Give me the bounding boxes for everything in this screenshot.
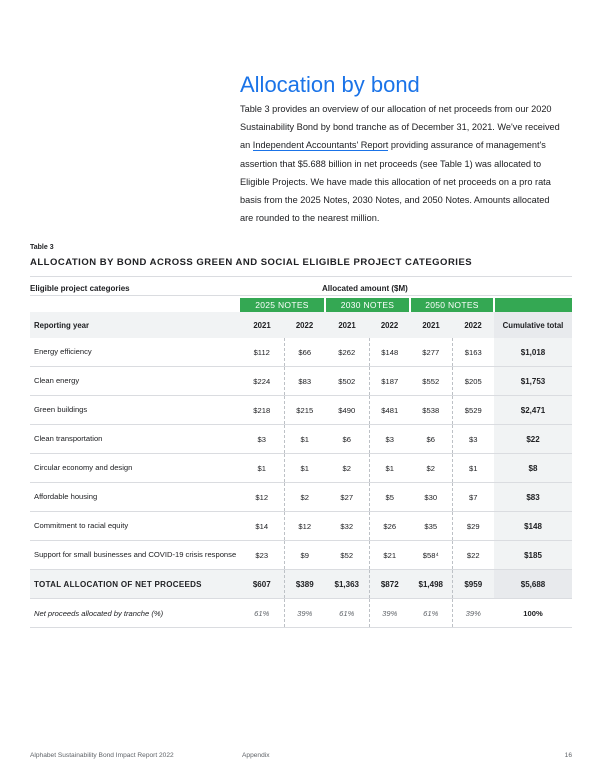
amount-cell: $30 — [410, 483, 452, 512]
amount-cell: $2 — [410, 454, 452, 483]
amount-cell: $21 — [369, 541, 410, 570]
amount-cell: $277 — [410, 338, 452, 367]
table-row — [30, 541, 572, 570]
page-title: Allocation by bond — [240, 72, 420, 97]
category-label: Clean transportation — [30, 425, 240, 454]
allocation-table — [30, 298, 572, 628]
total-cell: $872 — [369, 570, 410, 599]
amount-cell: $6 — [410, 425, 452, 454]
amount-cell: $481 — [369, 396, 410, 425]
total-cell: $1,363 — [325, 570, 369, 599]
table-row — [30, 483, 572, 512]
notes-header-row — [30, 298, 572, 312]
percentage-cell: 61% — [325, 599, 369, 628]
amount-cell: $205 — [452, 367, 494, 396]
cumulative-total-header: Cumulative total — [494, 312, 572, 338]
percentage-row-label: Net proceeds allocated by tranche (%) — [30, 599, 240, 628]
cumulative-cell: $22 — [494, 425, 572, 454]
total-row-label: TOTAL ALLOCATION OF NET PROCEEDS — [30, 570, 240, 599]
amount-cell: $35 — [410, 512, 452, 541]
amount-cell: $26 — [369, 512, 410, 541]
amount-cell: $1 — [284, 425, 325, 454]
intro-paragraph — [240, 100, 560, 227]
total-cell: $1,498 — [410, 570, 452, 599]
amount-cell: $224 — [240, 367, 284, 396]
amount-cell: $3 — [452, 425, 494, 454]
amount-cell: $5 — [369, 483, 410, 512]
table-body — [30, 338, 572, 570]
grand-total-cell: $5,688 — [494, 570, 572, 599]
blank-cell — [30, 298, 240, 312]
amount-cell: $9 — [284, 541, 325, 570]
table-row — [30, 425, 572, 454]
category-label: Clean energy — [30, 367, 240, 396]
amount-cell: $12 — [240, 483, 284, 512]
cumulative-cell: $1,018 — [494, 338, 572, 367]
cumulative-cell: $8 — [494, 454, 572, 483]
year-cell: 2021 — [240, 312, 284, 338]
amount-cell: $66 — [284, 338, 325, 367]
year-cell: 2022 — [452, 312, 494, 338]
column-header-allocated: Allocated amount ($M) — [322, 284, 408, 293]
footer-report-title: Alphabet Sustainability Bond Impact Report 2022 — [30, 752, 174, 759]
amount-cell: $23 — [240, 541, 284, 570]
footer-section: Appendix — [242, 752, 270, 759]
amount-cell: $52 — [325, 541, 369, 570]
percentage-cell: 61% — [410, 599, 452, 628]
notes-2025-header: 2025 NOTES — [240, 298, 325, 312]
amount-cell: $148 — [369, 338, 410, 367]
year-cell: 2022 — [284, 312, 325, 338]
amount-cell: $1 — [240, 454, 284, 483]
year-header-row — [30, 312, 572, 338]
table-row — [30, 367, 572, 396]
divider — [30, 276, 572, 277]
total-cell: $607 — [240, 570, 284, 599]
percentage-cell: 61% — [240, 599, 284, 628]
category-label: Green buildings — [30, 396, 240, 425]
amount-cell: $1 — [284, 454, 325, 483]
amount-cell: $32 — [325, 512, 369, 541]
amount-cell: $112 — [240, 338, 284, 367]
category-label: Support for small businesses and COVID-19 crisis response — [30, 541, 240, 570]
amount-cell: $3 — [240, 425, 284, 454]
amount-cell: $529 — [452, 396, 494, 425]
amount-cell: $1 — [369, 454, 410, 483]
accountants-report-link[interactable]: Independent Accountants' Report — [252, 140, 389, 151]
total-cell: $389 — [284, 570, 325, 599]
category-label: Circular economy and design — [30, 454, 240, 483]
amount-cell: $22 — [452, 541, 494, 570]
amount-cell: $163 — [452, 338, 494, 367]
category-label: Commitment to racial equity — [30, 512, 240, 541]
amount-cell: $502 — [325, 367, 369, 396]
table-label: Table 3 — [30, 244, 54, 251]
amount-cell: $215 — [284, 396, 325, 425]
page-number: 16 — [564, 752, 572, 759]
total-cell: $959 — [452, 570, 494, 599]
percentage-total-cell: 100% — [494, 599, 572, 628]
amount-cell: $27 — [325, 483, 369, 512]
cumulative-cell: $185 — [494, 541, 572, 570]
year-cell: 2021 — [410, 312, 452, 338]
amount-cell: $490 — [325, 396, 369, 425]
category-label: Energy efficiency — [30, 338, 240, 367]
table-heading: ALLOCATION BY BOND ACROSS GREEN AND SOCIAL ELIGIBLE PROJECT CATEGORIES — [30, 257, 473, 268]
category-label: Affordable housing — [30, 483, 240, 512]
reporting-year-label: Reporting year — [30, 312, 240, 338]
table-row — [30, 454, 572, 483]
amount-cell: $3 — [369, 425, 410, 454]
percentage-cell: 39% — [369, 599, 410, 628]
year-cell: 2021 — [325, 312, 369, 338]
percentage-cell: 39% — [452, 599, 494, 628]
cumulative-cell: $83 — [494, 483, 572, 512]
amount-cell: $2 — [325, 454, 369, 483]
percentage-row — [30, 599, 572, 628]
amount-cell: $187 — [369, 367, 410, 396]
amount-cell: $218 — [240, 396, 284, 425]
table-row — [30, 512, 572, 541]
table-row — [30, 396, 572, 425]
blank-cell — [494, 298, 572, 312]
intro-text-2: providing assurance of management's assertion that $5.688 billion in net proceeds (see Table 1) was allocated to Eligible Projects. We have made this allocation of net proceeds on a pro rata basis from the 2025 Notes, 2030 Notes, and 2050 Notes. Amounts allocated are rounded to the nearest million. — [240, 140, 551, 224]
amount-cell: $58⁴ — [410, 541, 452, 570]
intro-text-1: Table 3 provides an overview of our allocation of net proceeds from our 2020 Sustainability Bond by bond tranche as of December 31, 2021. We've received an — [240, 104, 560, 151]
total-row — [30, 570, 572, 599]
table-row — [30, 338, 572, 367]
amount-cell: $7 — [452, 483, 494, 512]
divider — [30, 295, 572, 296]
notes-2050-header: 2050 NOTES — [410, 298, 494, 312]
column-header-categories: Eligible project categories — [30, 284, 130, 293]
amount-cell: $12 — [284, 512, 325, 541]
amount-cell: $538 — [410, 396, 452, 425]
cumulative-cell: $2,471 — [494, 396, 572, 425]
amount-cell: $262 — [325, 338, 369, 367]
cumulative-cell: $1,753 — [494, 367, 572, 396]
amount-cell: $6 — [325, 425, 369, 454]
amount-cell: $1 — [452, 454, 494, 483]
notes-2030-header: 2030 NOTES — [325, 298, 410, 312]
amount-cell: $2 — [284, 483, 325, 512]
year-cell: 2022 — [369, 312, 410, 338]
percentage-cell: 39% — [284, 599, 325, 628]
amount-cell: $14 — [240, 512, 284, 541]
amount-cell: $29 — [452, 512, 494, 541]
amount-cell: $552 — [410, 367, 452, 396]
amount-cell: $83 — [284, 367, 325, 396]
cumulative-cell: $148 — [494, 512, 572, 541]
